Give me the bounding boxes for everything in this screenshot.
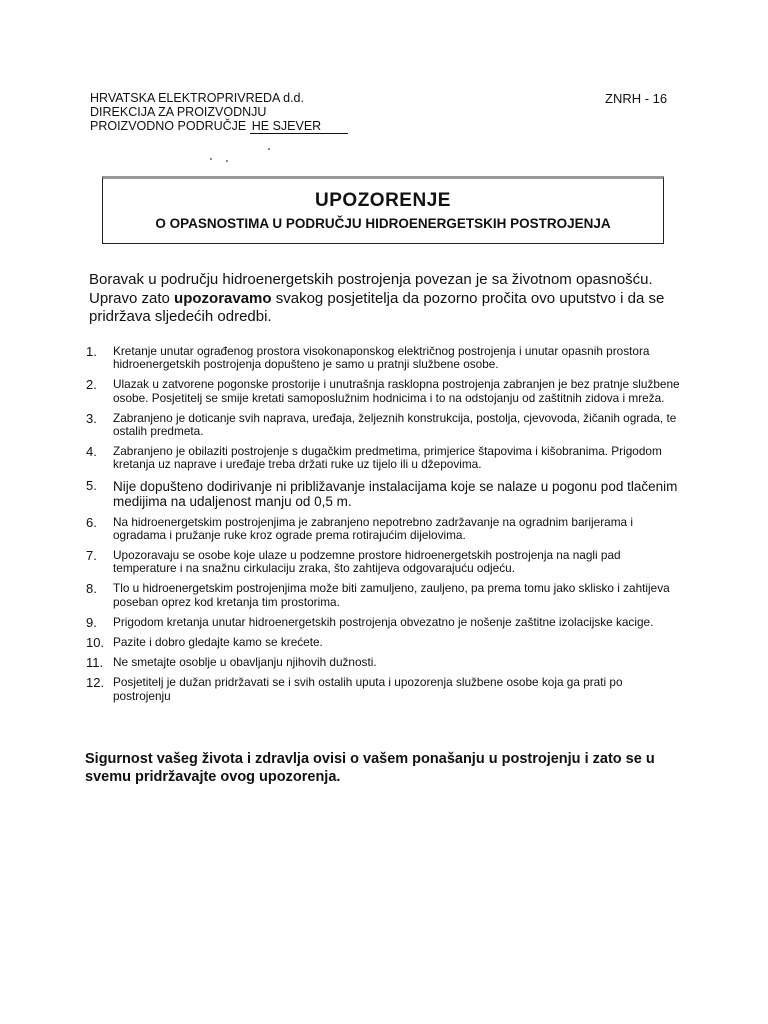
rule-item [86, 636, 682, 649]
rule-item [86, 549, 682, 575]
rule-item [86, 479, 682, 509]
rule-number: 7. [86, 548, 97, 564]
rule-text: Kretanje unutar ograđenog prostora visokonaponskog električnog postrojenja i unutar opasnih prostora hidroenergetskih postrojenja dopušteno je samo u pratnji službene osobe. [113, 344, 650, 372]
rule-text: Tlo u hidroenergetskim postrojenjima može biti zamuljeno, zauljeno, pa prema tomu jako sklisko i zahtijeva poseban oprez kod kretanja tim prostorima. [113, 581, 670, 609]
rule-text: Zabranjeno je obilaziti postrojenje s dugačkim predmetima, primjerice štapovima i kišobranima. Prigodom kretanja uz naprave i uređaje treba držati ruke uz tijelo ili u džepovima. [113, 444, 662, 472]
intro-paragraph [89, 271, 679, 327]
rule-number: 9. [86, 614, 97, 630]
rule-number: 11. [86, 655, 104, 671]
rule-number: 5. [86, 477, 97, 493]
rule-text: Zabranjeno je doticanje svih naprava, uređaja, željeznih konstrukcija, postolja, cjevovoda, žičanih ograda, te ostalih predmeta. [113, 410, 677, 439]
rule-item [86, 412, 682, 438]
rule-text: Pazite i dobro gledajte kamo se krećete. [113, 635, 323, 650]
rule-number: 8. [86, 581, 97, 597]
warning-title: UPOZORENJE [315, 190, 451, 211]
rule-text: Ne smetajte osoblje u obavljanju njihovih dužnosti. [113, 655, 377, 670]
document-code: ZNRH - 16 [605, 91, 668, 106]
rules-list [86, 345, 682, 710]
scan-speck [226, 160, 228, 162]
warning-box [102, 176, 664, 244]
rule-text: Posjetitelj je dužan pridržavati se i svih ostalih uputa i upozorenja službene osobe koja ga prati po postrojenju [113, 675, 623, 703]
production-region [90, 119, 348, 134]
company-name: HRVATSKA ELEKTROPRIVREDA d.d. [90, 91, 304, 105]
intro-text-start: Boravak u području hidroenergetskih postrojenja povezan je sa životnom opasnošću. Upravo zato [89, 271, 653, 307]
rule-number: 4. [86, 444, 97, 460]
rule-number: 6. [86, 514, 97, 530]
rule-item [86, 616, 682, 629]
rule-item [86, 345, 682, 371]
rule-item [86, 378, 682, 404]
rule-number: 2. [86, 377, 97, 393]
rule-text: Nije dopušteno dodirivanje ni približavanje instalacijama koje se nalaze u pogonu pod tlačenim medijima na udaljenost manju od 0,5 m. [113, 478, 678, 509]
directorate-name: DIREKCIJA ZA PROIZVODNJU [90, 105, 267, 119]
rule-text: Ulazak u zatvorene pogonske prostorije i unutrašnja rasklopna postrojenja zabranjen je bez pratnje službene osobe. Posjetitelj se smije kretati samoposlužnim hodnicima i to na odstojanju od zaštitnih zidova i mreža. [113, 377, 680, 405]
rule-number: 3. [86, 410, 97, 426]
rule-text: Upozoravaju se osobe koje ulaze u podzemne prostore hidroenergetskih postrojenja na nagli pad temperature i na snažnu cirkulaciju zraka, što zahtijeva odgovarajuću odjeću. [113, 548, 621, 576]
warning-subtitle: O OPASNOSTIMA U PODRUČJU HIDROENERGETSKIH POSTROJENJA [155, 216, 611, 231]
organization-header [90, 91, 348, 134]
region-value: HE SJEVER [250, 120, 348, 134]
closing-statement: Sigurnost vašeg života i zdravlja ovisi o vašem ponašanju u postrojenju i zato se u svemu pridržavajte ovog upozorenja. [85, 751, 655, 785]
rule-number: 12. [86, 675, 105, 691]
scan-speck [210, 158, 212, 160]
rule-item [86, 582, 682, 608]
scan-speck [268, 148, 270, 150]
rule-item [86, 445, 682, 471]
rule-item [86, 656, 682, 669]
intro-emphasis: upozoravamo [174, 289, 272, 307]
rule-number: 1. [86, 344, 97, 359]
rule-number: 10. [86, 635, 105, 651]
rule-text: Na hidroenergetskim postrojenjima je zabranjeno nepotrebno zadržavanje na ogradnim barijerama i ogradama i pružanje ruke kroz ograde prema rotirajućim dijelovima. [113, 514, 634, 542]
rule-item [86, 676, 682, 702]
rule-text: Prigodom kretanja unutar hidroenergetskih postrojenja obvezatno je nošenje zaštitne izolacijske kacige. [113, 614, 654, 629]
intro-text-end: svakog posjetitelja da pozorno pročita ovo uputstvo i da se pridržava sljedećih odredbi. [89, 289, 665, 325]
rule-item [86, 516, 682, 542]
region-label: PROIZVODNO PODRUČJE [90, 119, 247, 133]
